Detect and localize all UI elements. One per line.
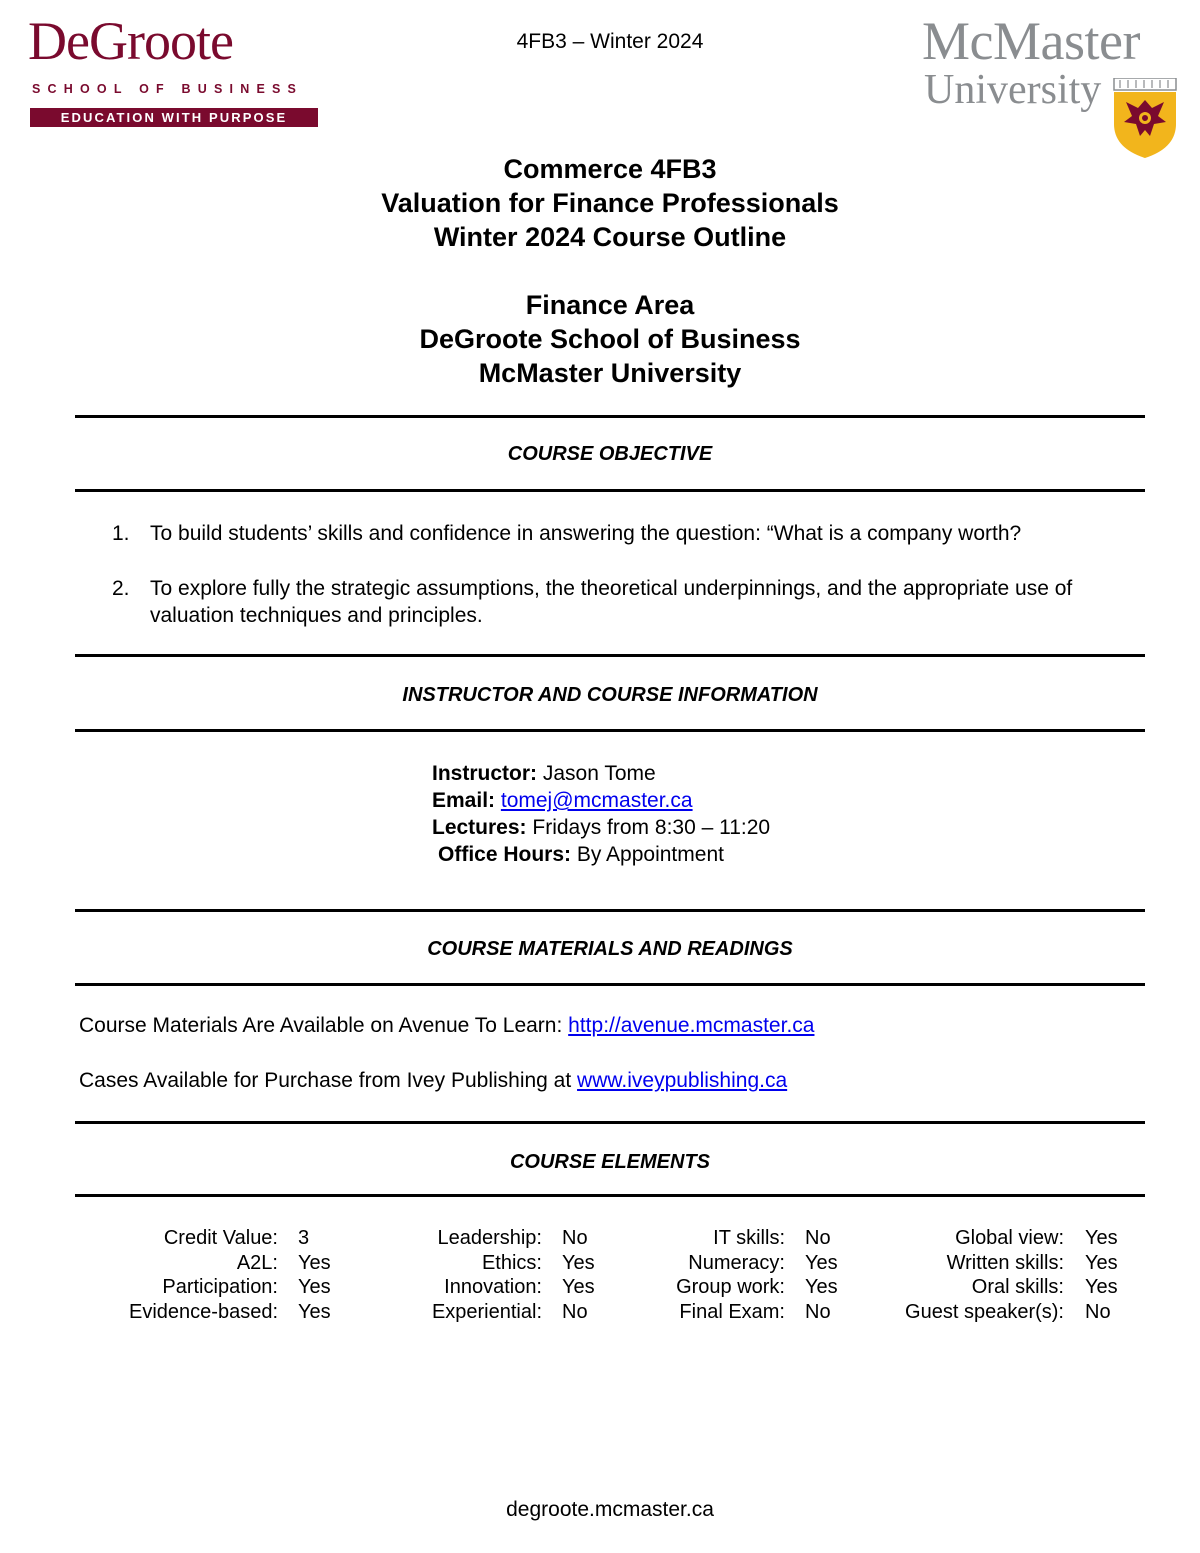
email-label: Email:: [432, 789, 496, 812]
materials-text: Cases Available for Purchase from Ivey Publishing at: [79, 1069, 572, 1092]
course-element-label: Participation:: [162, 1276, 278, 1298]
university-name: McMaster University: [478, 358, 742, 388]
course-element-value: Yes: [805, 1276, 838, 1298]
course-element-label: Credit Value:: [163, 1227, 278, 1249]
materials-line-avenue: [79, 1014, 814, 1038]
office-hours-value: By Appointment: [576, 843, 724, 866]
objective-text: To explore fully the strategic assumptions, the theoretical underpinnings, and the appropriate use of valuation techniques and principles.: [150, 577, 1073, 627]
section-heading-materials: COURSE MATERIALS AND READINGS: [427, 938, 793, 960]
course-element-value: No: [805, 1301, 831, 1323]
course-element-value: No: [562, 1301, 588, 1323]
school-name: DeGroote School of Business: [419, 324, 801, 354]
course-element-value: Yes: [298, 1252, 331, 1274]
course-code-term: 4FB3 – Winter 2024: [516, 30, 704, 53]
divider: [75, 983, 1145, 986]
course-title-block: [0, 152, 1200, 390]
divider: [75, 654, 1145, 657]
course-element-value: Yes: [562, 1276, 595, 1298]
course-element-value: Yes: [1085, 1252, 1118, 1274]
mcmaster-logo: [922, 12, 1190, 158]
degroote-logo-subtitle: SCHOOL OF BUSINESS: [32, 82, 304, 96]
course-element-label: Innovation:: [444, 1276, 542, 1298]
divider: [75, 729, 1145, 732]
course-element-label: Guest speaker(s):: [905, 1301, 1064, 1323]
course-element-label: Numeracy:: [688, 1252, 785, 1274]
instructor-info: [432, 760, 770, 868]
course-element-label: IT skills:: [713, 1227, 785, 1249]
section-heading-elements: COURSE ELEMENTS: [509, 1151, 711, 1173]
mcmaster-logo-line2: University: [924, 67, 1102, 113]
objective-text: To build students’ skills and confidence in answering the question: “What is a company worth?: [150, 522, 1022, 545]
materials-line-ivey: [79, 1069, 787, 1093]
mcmaster-logo-line1: McMaster: [922, 11, 1140, 71]
section-heading-objective: COURSE OBJECTIVE: [507, 443, 713, 465]
office-hours-label: Office Hours:: [438, 843, 572, 866]
course-element-value: 3: [298, 1227, 310, 1249]
divider: [75, 909, 1145, 912]
materials-text: Course Materials Are Available on Avenue To Learn:: [79, 1014, 563, 1037]
lectures-label: Lectures:: [432, 816, 527, 839]
course-element-value: Yes: [298, 1276, 331, 1298]
section-heading-instructor: INSTRUCTOR AND COURSE INFORMATION: [402, 684, 818, 706]
footer-url: degroote.mcmaster.ca: [506, 1498, 714, 1521]
mcmaster-crest-icon: [1112, 78, 1178, 158]
course-element-label: Evidence-based:: [129, 1301, 278, 1323]
course-name: Valuation for Finance Professionals: [381, 188, 839, 218]
course-element-value: Yes: [1085, 1276, 1118, 1298]
divider: [75, 489, 1145, 492]
course-element-value: No: [1085, 1301, 1111, 1323]
course-title: Commerce 4FB3: [503, 154, 717, 184]
objective-number: 1.: [112, 522, 130, 545]
area-name: Finance Area: [525, 290, 695, 320]
course-element-value: Yes: [1085, 1227, 1118, 1249]
course-element-label: A2L:: [236, 1252, 278, 1274]
lectures-value: Fridays from 8:30 – 11:20: [532, 816, 771, 839]
course-element-value: Yes: [805, 1252, 838, 1274]
divider: [75, 415, 1145, 418]
instructor-label: Instructor:: [432, 762, 537, 785]
course-element-label: Global view:: [955, 1227, 1064, 1249]
course-element-label: Final Exam:: [679, 1301, 785, 1323]
course-element-value: No: [805, 1227, 831, 1249]
course-element-label: Group work:: [676, 1276, 785, 1298]
course-element-label: Leadership:: [437, 1227, 542, 1249]
avenue-link[interactable]: http://avenue.mcmaster.ca: [568, 1014, 815, 1037]
course-element-label: Experiential:: [431, 1301, 542, 1323]
degroote-logo-tagline: EDUCATION WITH PURPOSE: [30, 108, 318, 127]
ivey-link[interactable]: www.iveypublishing.ca: [577, 1069, 788, 1092]
instructor-name: Jason Tome: [542, 762, 656, 785]
course-element-value: Yes: [562, 1252, 595, 1274]
course-element-label: Ethics:: [481, 1252, 542, 1274]
course-element-label: Written skills:: [946, 1252, 1064, 1274]
divider: [75, 1121, 1145, 1124]
objective-number: 2.: [112, 577, 130, 600]
course-element-label: Oral skills:: [971, 1276, 1064, 1298]
course-element-value: Yes: [298, 1301, 331, 1323]
course-element-value: No: [562, 1227, 588, 1249]
course-outline-term: Winter 2024 Course Outline: [433, 222, 787, 252]
divider: [75, 1194, 1145, 1197]
degroote-logo-wordmark: DeGroote: [28, 11, 233, 71]
email-link[interactable]: tomej@mcmaster.ca: [500, 789, 693, 812]
